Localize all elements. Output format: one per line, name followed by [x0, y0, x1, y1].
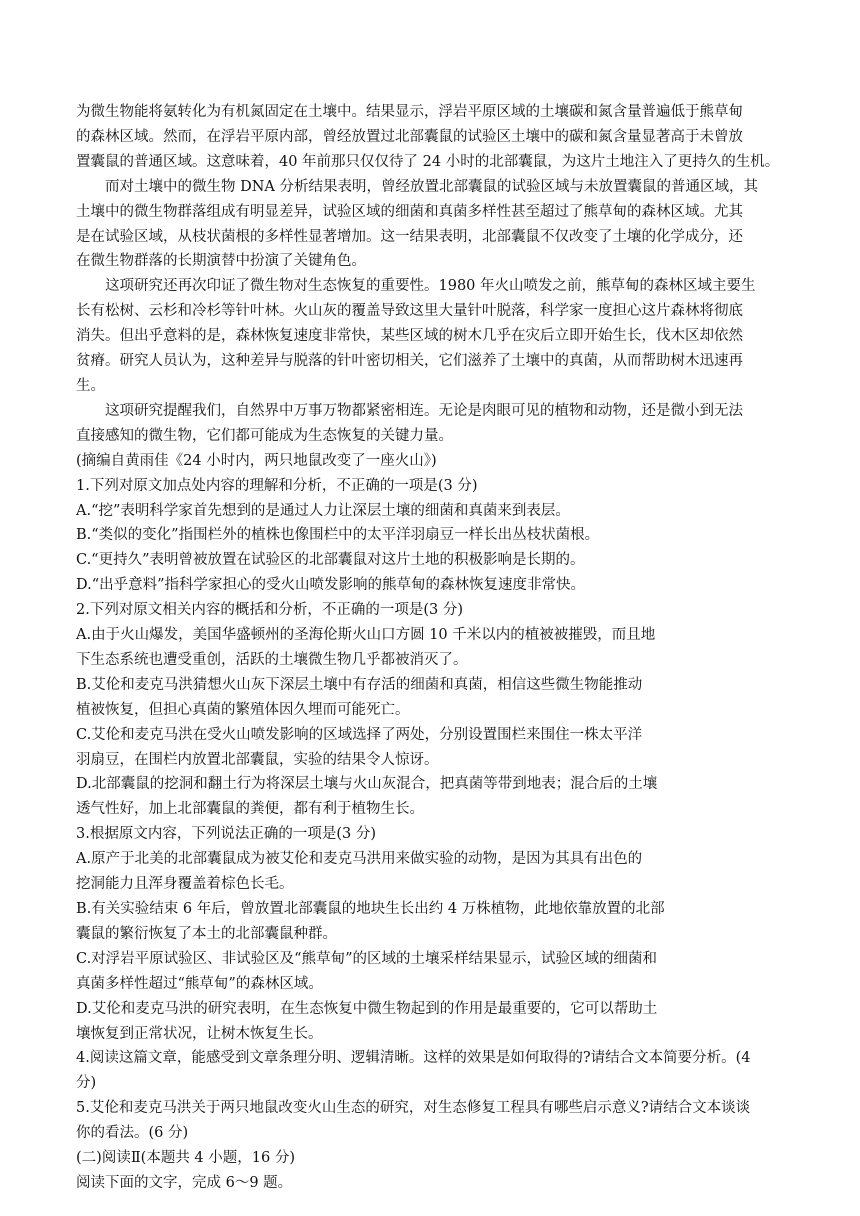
- answer-option: [76, 523, 784, 548]
- option-line: B.“类似的变化”指围栏外的植株也像围栏中的太平洋羽扇豆一样长出丛枝状菌根。: [76, 527, 600, 544]
- option-line: A.原产于北美的北部囊鼠成为被艾伦和麦克马洪用来做实验的动物，是因为其具有出色的: [76, 851, 643, 868]
- question-3: [76, 822, 784, 1046]
- question-5: [76, 1096, 784, 1146]
- question-stem-line: 4.阅读这篇文章，能感受到文章条理分明、逻辑清晰。这样的效果是如何取得的?请结合文本简要分析。(4: [76, 1050, 751, 1067]
- source-citation: (摘编自黄雨佳《24 小时内，两只地鼠改变了一座火山》): [76, 452, 437, 469]
- paragraph-line: 在微生物群落的长期演替中扮演了关键角色。: [76, 253, 366, 270]
- paragraph-line: 直接感知的微生物，它们都可能成为生态恢复的关键力量。: [76, 427, 453, 444]
- question-stem-line: 3.根据原文内容，下列说法正确的一项是(3 分): [76, 826, 376, 843]
- question-stem-line: 1.下列对原文加点处内容的理解和分析，不正确的一项是(3 分): [76, 477, 478, 494]
- paragraph-line: 长有松树、云杉和冷杉等针叶林。火山灰的覆盖导致这里大量针叶脱落，科学家一度担心这片森林将彻底: [76, 303, 743, 320]
- option-line: D.“出乎意料”指科学家担心的受火山喷发影响的熊草甸的森林恢复速度非常快。: [76, 577, 586, 594]
- paragraph-line: 为微生物能将氨转化为有机氮固定在土壤中。结果显示，浮岩平原区域的土壤碳和氮含量普遍低于熊草甸: [76, 104, 743, 120]
- option-line: A.“挖”表明科学家首先想到的是通过人力让深层土壤的细菌和真菌来到表层。: [76, 502, 570, 519]
- section-heading: (二)阅读Ⅱ(本题共 4 小题，16 分): [76, 1150, 295, 1167]
- document-page: [76, 100, 784, 1196]
- option-line: A.由于火山爆发，美国华盛顿州的圣海伦斯火山口方圆 10 千米以内的植被被摧毁，而且地: [76, 627, 656, 644]
- paragraph-line: 这项研究还再次印证了微生物对生态恢复的重要性。1980 年火山喷发之前，熊草甸的森林区域主要生: [105, 278, 756, 295]
- option-line: C.对浮岩平原试验区、非试验区及“熊草甸”的区域的土壤采样结果显示，试验区域的细菌和: [76, 950, 658, 967]
- answer-option: [76, 573, 784, 598]
- section-instruction: 阅读下面的文字，完成 6～9 题。: [76, 1174, 293, 1191]
- paragraph-line: 土壤中的微生物群落组成有明显差异，试验区域的细菌和真菌多样性甚至超过了熊草甸的森林区域。尤其: [76, 203, 743, 220]
- question-2: [76, 598, 784, 822]
- option-line: 下生态系统也遭受重创，活跃的土壤微生物几乎都被消灭了。: [76, 651, 468, 668]
- article-paragraph: [76, 274, 784, 399]
- answer-option: [76, 499, 784, 524]
- answer-option: [76, 623, 784, 673]
- option-line: 透气性好，加上北部囊鼠的粪便，都有利于植物生长。: [76, 801, 424, 818]
- option-line: 囊鼠的繁衍恢复了本土的北部囊鼠种群。: [76, 925, 337, 942]
- answer-option: [76, 772, 784, 822]
- paragraph-line: 而对土壤中的微生物 DNA 分析结果表明，曾经放置北部囊鼠的试验区域与未放置囊鼠的普通区域，其: [105, 178, 758, 195]
- option-line: B.艾伦和麦克马洪猜想火山灰下深层土壤中有存活的细菌和真菌，相信这些微生物能推动: [76, 676, 643, 693]
- paragraph-line: 贫瘠。研究人员认为，这种差异与脱落的针叶密切相关，它们滋养了土壤中的真菌，从而帮助树木迅速再: [76, 353, 743, 370]
- paragraph-line: 的森林区域。然而，在浮岩平原内部，曾经放置过北部囊鼠的试验区土壤中的碳和氮含量显著高于未曾放: [76, 128, 743, 145]
- question-1: [76, 474, 784, 599]
- option-line: C.“更持久”表明曾被放置在试验区的北部囊鼠对这片土地的积极影响是长期的。: [76, 552, 585, 569]
- option-line: 植被恢复，但担心真菌的繁殖体因久埋而可能死亡。: [76, 701, 410, 718]
- option-line: 壤恢复到正常状况，让树木恢复生长。: [76, 1025, 323, 1042]
- option-line: 羽扇豆，在围栏内放置北部囊鼠，实验的结果令人惊讶。: [76, 751, 439, 768]
- option-line: D.艾伦和麦克马洪的研究表明，在生态恢复中微生物起到的作用是最重要的，它可以帮助土: [76, 1000, 658, 1017]
- answer-option: [76, 897, 784, 947]
- question-stem-line: 2.下列对原文相关内容的概括和分析，不正确的一项是(3 分): [76, 602, 463, 619]
- option-line: 真菌多样性超过“熊草甸”的森林区域。: [76, 975, 323, 992]
- question-list: [76, 474, 784, 1146]
- option-line: C.艾伦和麦克马洪在受火山喷发影响的区域选择了两处，分别设置围栏来围住一株太平洋: [76, 726, 643, 743]
- option-line: 挖洞能力且浑身覆盖着棕色长毛。: [76, 876, 294, 893]
- answer-option: [76, 947, 784, 997]
- article-paragraph: [76, 100, 784, 175]
- paragraph-line: 这项研究提醒我们，自然界中万事万物都紧密相连。无论是肉眼可见的植物和动物，还是微小到无法: [105, 402, 743, 419]
- paragraph-line: 消失。但出乎意料的是，森林恢复速度非常快，某些区域的树木几乎在灾后立即开始生长，伐木区却依然: [76, 328, 743, 345]
- option-line: B.有关实验结束 6 年后，曾放置北部囊鼠的地块生长出约 4 万株植物，此地依靠放置的北部: [76, 901, 665, 917]
- answer-option: [76, 997, 784, 1047]
- paragraph-line: 是在试验区域，从枝状菌根的多样性显著增加。这一结果表明，北部囊鼠不仅改变了土壤的化学成分，还: [76, 228, 743, 245]
- option-line: D.北部囊鼠的挖洞和翻土行为将深层土壤与火山灰混合，把真菌等带到地表；混合后的土壤: [76, 776, 658, 793]
- article-paragraph: [76, 175, 784, 275]
- answer-option: [76, 847, 784, 897]
- answer-option: [76, 673, 784, 723]
- question-stem-line: 5.艾伦和麦克马洪关于两只地鼠改变火山生态的研究，对生态修复工程具有哪些启示意义?请结合文本谈谈: [76, 1100, 751, 1117]
- answer-option: [76, 548, 784, 573]
- article-body: [76, 100, 784, 449]
- question-stem-line: 你的看法。(6 分): [76, 1125, 189, 1142]
- answer-option: [76, 723, 784, 773]
- article-paragraph: [76, 399, 784, 449]
- paragraph-line: 置囊鼠的普通区域。这意味着，40 年前那只仅仅待了 24 小时的北部囊鼠，为这片土地注入了更持久的生机。: [76, 153, 780, 170]
- question-4: [76, 1046, 784, 1096]
- paragraph-line: 生。: [76, 377, 105, 394]
- question-stem-line: 分): [76, 1075, 97, 1092]
